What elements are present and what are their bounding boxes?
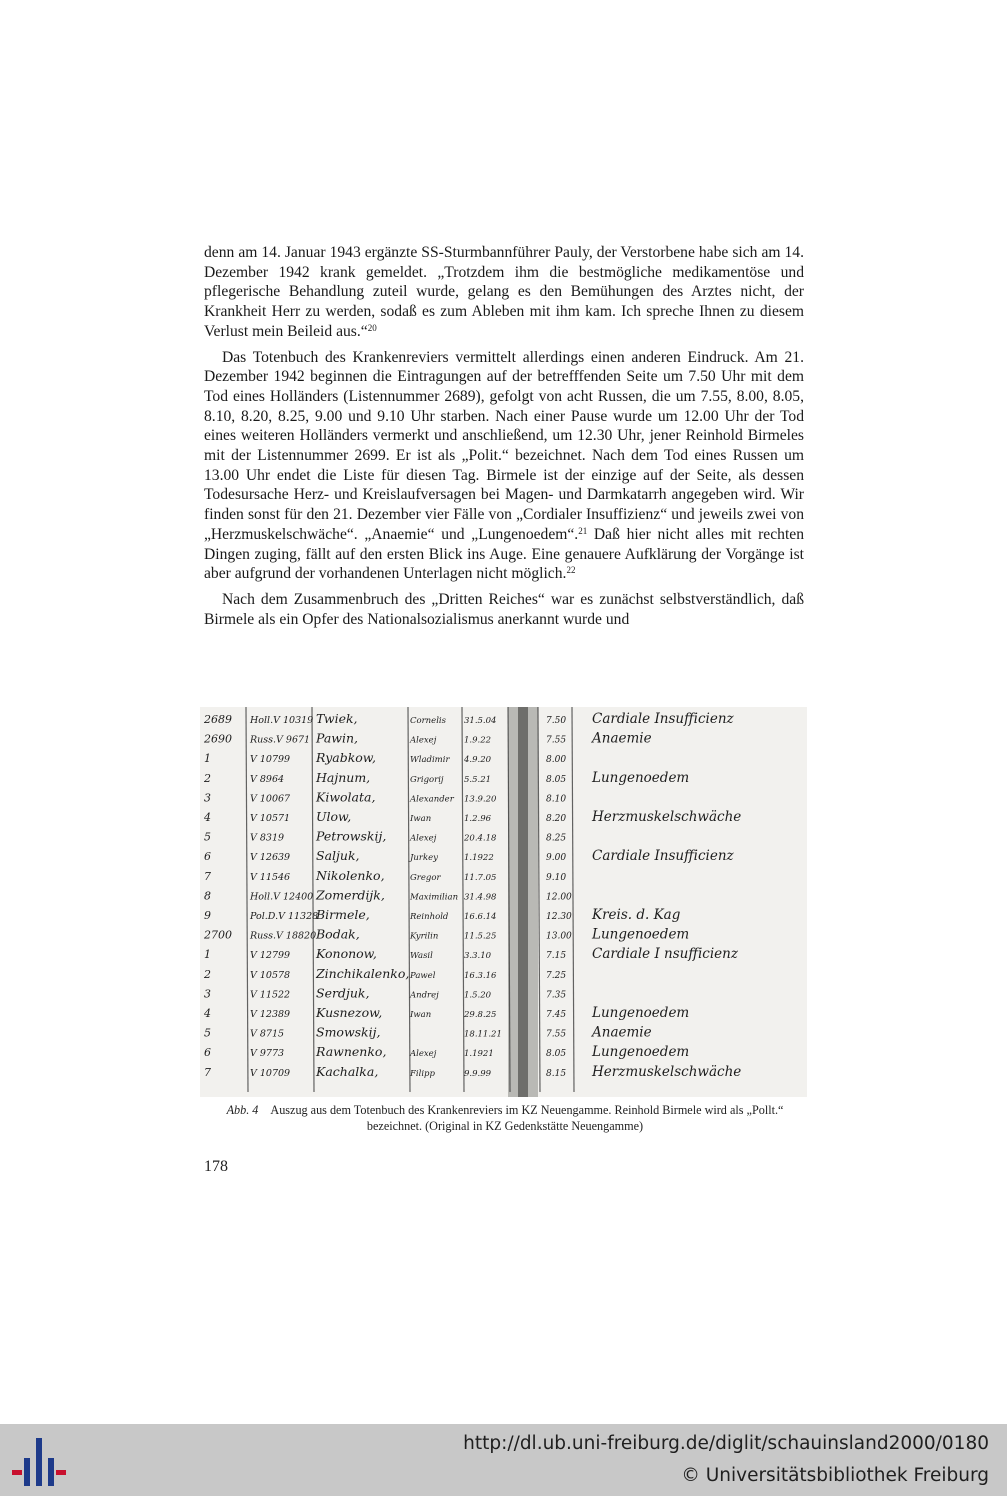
register-time: 7.35 xyxy=(546,990,567,1001)
register-birthdate: 1.5.20 xyxy=(464,990,492,1001)
register-time: 8.25 xyxy=(546,833,567,844)
source-url-link[interactable]: http://dl.ub.uni-freiburg.de/diglit/schauinsland2000/0180 xyxy=(463,1433,989,1454)
register-birthdate: 29.8.25 xyxy=(464,1010,497,1020)
register-cause: Cardiale Insufficienz xyxy=(592,848,734,865)
register-number: 8 xyxy=(204,889,211,903)
register-time: 8.20 xyxy=(546,814,567,824)
register-reference: V 8319 xyxy=(250,832,285,844)
body-text xyxy=(204,243,804,629)
register-cause: Lungenoedem xyxy=(592,769,690,786)
register-reference: V 10571 xyxy=(250,813,291,824)
register-birthdate: 4.9.20 xyxy=(464,755,492,766)
footer-bar xyxy=(0,1424,1007,1496)
register-surname: Zomerdijk, xyxy=(316,887,385,903)
register-cause: Kreis. d. Kag xyxy=(592,907,681,923)
register-firstname: Alexej xyxy=(410,735,437,746)
register-time: 8.15 xyxy=(546,1068,567,1079)
register-birthdate: 1.1922 xyxy=(464,853,494,864)
register-firstname: Andrej xyxy=(410,990,439,1001)
register-surname: Birmele, xyxy=(316,907,370,922)
register-number: 9 xyxy=(204,909,211,922)
register-reference: V 11546 xyxy=(250,871,291,883)
footnote-ref-21[interactable]: 21 xyxy=(578,525,588,536)
register-reference: Holl.V 10319 xyxy=(250,715,314,726)
register-firstname: Filipp xyxy=(410,1068,435,1079)
register-number: 2 xyxy=(204,967,211,981)
register-number: 5 xyxy=(204,830,211,844)
register-firstname: Gregor xyxy=(410,872,441,883)
register-birthdate: 9.9.99 xyxy=(464,1068,492,1079)
register-time: 7.25 xyxy=(546,970,567,981)
paragraph-3: Nach dem Zusammenbruch des „Dritten Reiches“ war es zunächst selbstverständlich, daß Birmele als ein Opfer des Nationalsozialismus anerkannt wurde und xyxy=(204,590,804,628)
register-number: 2 xyxy=(204,771,211,785)
register-time: 8.10 xyxy=(546,794,567,805)
register-firstname: Iwan xyxy=(410,814,432,824)
register-time: 7.50 xyxy=(546,716,567,726)
register-birthdate: 31.5.04 xyxy=(464,716,497,726)
register-birthdate: 20.4.18 xyxy=(464,833,497,844)
register-time: 7.45 xyxy=(546,1010,567,1020)
register-number: 2689 xyxy=(204,713,232,726)
register-surname: Kononow, xyxy=(316,946,377,962)
register-cause: Cardiale Insufficienz xyxy=(592,711,734,727)
register-surname: Kusnezow, xyxy=(316,1005,383,1020)
register-number: 2690 xyxy=(204,732,232,746)
register-birthdate: 5.5.21 xyxy=(464,774,492,785)
register-birthdate: 13.9.20 xyxy=(464,794,497,805)
register-reference: V 8715 xyxy=(250,1028,285,1040)
register-birthdate: 18.11.21 xyxy=(464,1029,502,1040)
binding-dark xyxy=(518,707,528,1097)
register-reference: Holl.V 12400 xyxy=(250,891,314,903)
register-firstname: Pawel xyxy=(410,970,436,981)
register-reference: V 11522 xyxy=(250,989,291,1001)
register-time: 7.55 xyxy=(546,735,567,746)
register-surname: Saljuk, xyxy=(316,848,360,864)
figure-label: Abb. 4 xyxy=(226,1103,259,1117)
register-cause: Anaemie xyxy=(592,1024,652,1041)
register-birthdate: 11.7.05 xyxy=(464,872,497,883)
copyright-text: © Universitätsbibliothek Freiburg xyxy=(681,1465,989,1486)
register-reference: Russ.V 9671 xyxy=(250,734,311,746)
register-firstname: Cornelis xyxy=(410,716,446,726)
register-image xyxy=(200,707,807,1097)
register-cause: Herzmuskelschwäche xyxy=(592,809,742,825)
register-birthdate: 16.3.16 xyxy=(464,970,497,981)
register-birthdate: 11.5.25 xyxy=(464,931,497,942)
register-birthdate: 31.4.98 xyxy=(464,892,497,903)
register-surname: Bodak, xyxy=(316,926,360,942)
register-birthdate: 3.3.10 xyxy=(464,951,492,962)
register-time: 13.00 xyxy=(546,931,572,942)
register-surname: Pawin, xyxy=(316,730,359,746)
paragraph-2: Das Totenbuch des Krankenreviers vermittelt allerdings einen anderen Eindruck. Am 21. Dezember 1942 beginnen die Eintragungen auf der betrefffenden Seite um 7.50 Uhr mit dem Tod eines Holländers (Listennummer 2689), gefolgt von acht Russen, die um 7.55, 8.00, 8.05, 8.10, 8.20, 8.25, 9.00 und 9.10 Uhr starben. Nach einer Pause wurde um 12.00 Uhr der Tod eines weiteren Holländers vermerkt und anschließend, um 12.30 Uhr, jener Reinhold Birmeles mit der Listennummer 2699. Er ist als „Polit.“ bezeichnet. Nach dem Tod eines Russen um 13.00 Uhr endet die Liste für diesen Tag. Birmele ist der einzige auf der Seite, als dessen Todesursache Herz- und Kreislaufversagen bei Magen- und Darmkatarrh angegeben wird. Wir finden sonst für den 21. Dezember vier Fälle von „Cordialer Insuffizienz“ und jeweils zwei von „Herzmuskelschwäche“. „Anaemie“ und „Lungenoedem“.$^{21}$ Daß hier nicht alles mit rechten Dingen zuging, fällt auf den ersten Blick ins Auge. Eine genauere Aufklärung der Vorgänge ist aber aufgrund der vorhandenen Unterlagen nicht möglich.$^{22}$ xyxy=(204,348,804,583)
register-reference: V 12799 xyxy=(250,950,291,962)
register-reference: V 12389 xyxy=(250,1009,291,1020)
register-number: 7 xyxy=(204,1065,211,1079)
register-surname: Twiek, xyxy=(316,711,358,726)
register-number: 1 xyxy=(204,752,211,766)
register-number: 7 xyxy=(204,869,211,883)
register-firstname: Alexej xyxy=(410,833,437,844)
register-surname: Rawnenko, xyxy=(316,1044,387,1060)
register-number: 2700 xyxy=(204,928,232,942)
figure-caption xyxy=(204,1102,806,1134)
register-cause: Lungenoedem xyxy=(592,1005,690,1021)
register-reference: V 12639 xyxy=(250,852,291,864)
register-surname: Zinchikalenko, xyxy=(316,965,410,981)
register-time: 8.05 xyxy=(546,1049,567,1060)
register-cause: Cardiale I nsufficienz xyxy=(592,946,738,963)
register-firstname: Maximilian xyxy=(410,892,459,903)
footnote-ref-20[interactable]: 20 xyxy=(367,322,377,333)
register-number: 4 xyxy=(204,1007,211,1020)
register-cause: Lungenoedem xyxy=(592,1044,690,1061)
register-surname: Hajnum, xyxy=(316,769,371,785)
register-firstname: Wladimir xyxy=(410,755,450,766)
register-surname: Kachalka, xyxy=(316,1063,379,1079)
register-cause: Lungenoedem xyxy=(592,926,690,943)
register-birthdate: 1.9.22 xyxy=(464,735,492,746)
register-surname: Ulow, xyxy=(316,809,352,824)
register-surname: Ryabkow, xyxy=(316,750,376,766)
register-firstname: Kyrilin xyxy=(410,931,439,942)
register-time: 8.00 xyxy=(546,755,567,766)
register-firstname: Grigorij xyxy=(410,774,444,785)
register-time: 8.05 xyxy=(546,774,567,785)
death-register-scan xyxy=(200,707,807,1097)
register-birthdate: 1.2.96 xyxy=(464,814,492,824)
register-surname: Kiwolata, xyxy=(316,789,376,805)
register-surname: Smowskij, xyxy=(316,1024,381,1040)
register-reference: Pol.D.V 11328 xyxy=(250,911,319,922)
register-firstname: Iwan xyxy=(410,1010,432,1020)
register-surname: Serdjuk, xyxy=(316,985,370,1001)
register-reference: V 10578 xyxy=(250,969,291,981)
register-birthdate: 1.1921 xyxy=(464,1049,494,1060)
register-number: 6 xyxy=(204,850,211,864)
footnote-ref-22[interactable]: 22 xyxy=(566,565,576,576)
register-reference: V 10799 xyxy=(250,754,291,766)
page-number: 178 xyxy=(204,1158,228,1175)
register-reference: V 10067 xyxy=(250,793,291,805)
register-surname: Petrowskij, xyxy=(316,828,387,844)
register-firstname: Jurkey xyxy=(410,853,438,864)
register-number: 4 xyxy=(204,811,211,824)
register-time: 7.55 xyxy=(546,1029,567,1040)
register-reference: V 10709 xyxy=(250,1067,291,1079)
register-time: 12.30 xyxy=(546,912,572,922)
register-reference: V 9773 xyxy=(250,1048,285,1060)
library-logo-icon xyxy=(10,1434,66,1490)
register-firstname: Alexej xyxy=(410,1049,437,1060)
register-surname: Nikolenko, xyxy=(316,867,385,883)
register-time: 12.00 xyxy=(546,892,572,903)
register-time: 7.15 xyxy=(546,951,567,962)
register-number: 3 xyxy=(204,987,211,1001)
figure-caption-text: Auszug aus dem Totenbuch des Krankenreviers im KZ Neuengamme. Reinhold Birmele wird als „Pollt.“ bezeichnet. (Original in KZ Gedenkstätte Neuengamme) xyxy=(270,1103,784,1133)
register-number: 5 xyxy=(204,1026,211,1040)
register-reference: Russ.V 18820 xyxy=(250,930,317,942)
register-time: 9.00 xyxy=(546,853,567,864)
register-firstname: Wasil xyxy=(410,951,433,962)
register-number: 1 xyxy=(204,948,211,962)
register-birthdate: 16.6.14 xyxy=(464,912,497,922)
register-cause: Herzmuskelschwäche xyxy=(592,1063,742,1080)
register-number: 3 xyxy=(204,791,211,805)
register-time: 9.10 xyxy=(546,872,567,883)
register-firstname: Alexander xyxy=(410,794,454,805)
register-firstname: Reinhold xyxy=(410,912,449,922)
register-number: 6 xyxy=(204,1046,211,1060)
paragraph-1: denn am 14. Januar 1943 ergänzte SS-Sturmbannführer Pauly, der Verstorbene habe sich am 14. Dezember 1942 krank gemeldet. „Trotzdem ihm die bestmögliche medikamentöse und pflegerische Behandlung zuteil wurde, gelang es den Bemühungen des Arztes nicht, der Krankheit Herr zu werden, sodaß es zum Ableben mit ihm kam. Ich spreche Ihnen zu diesem Verlust mein Beileid aus.“$^{20}$ xyxy=(204,244,804,340)
register-reference: V 8964 xyxy=(250,773,285,785)
register-cause: Anaemie xyxy=(592,730,652,747)
